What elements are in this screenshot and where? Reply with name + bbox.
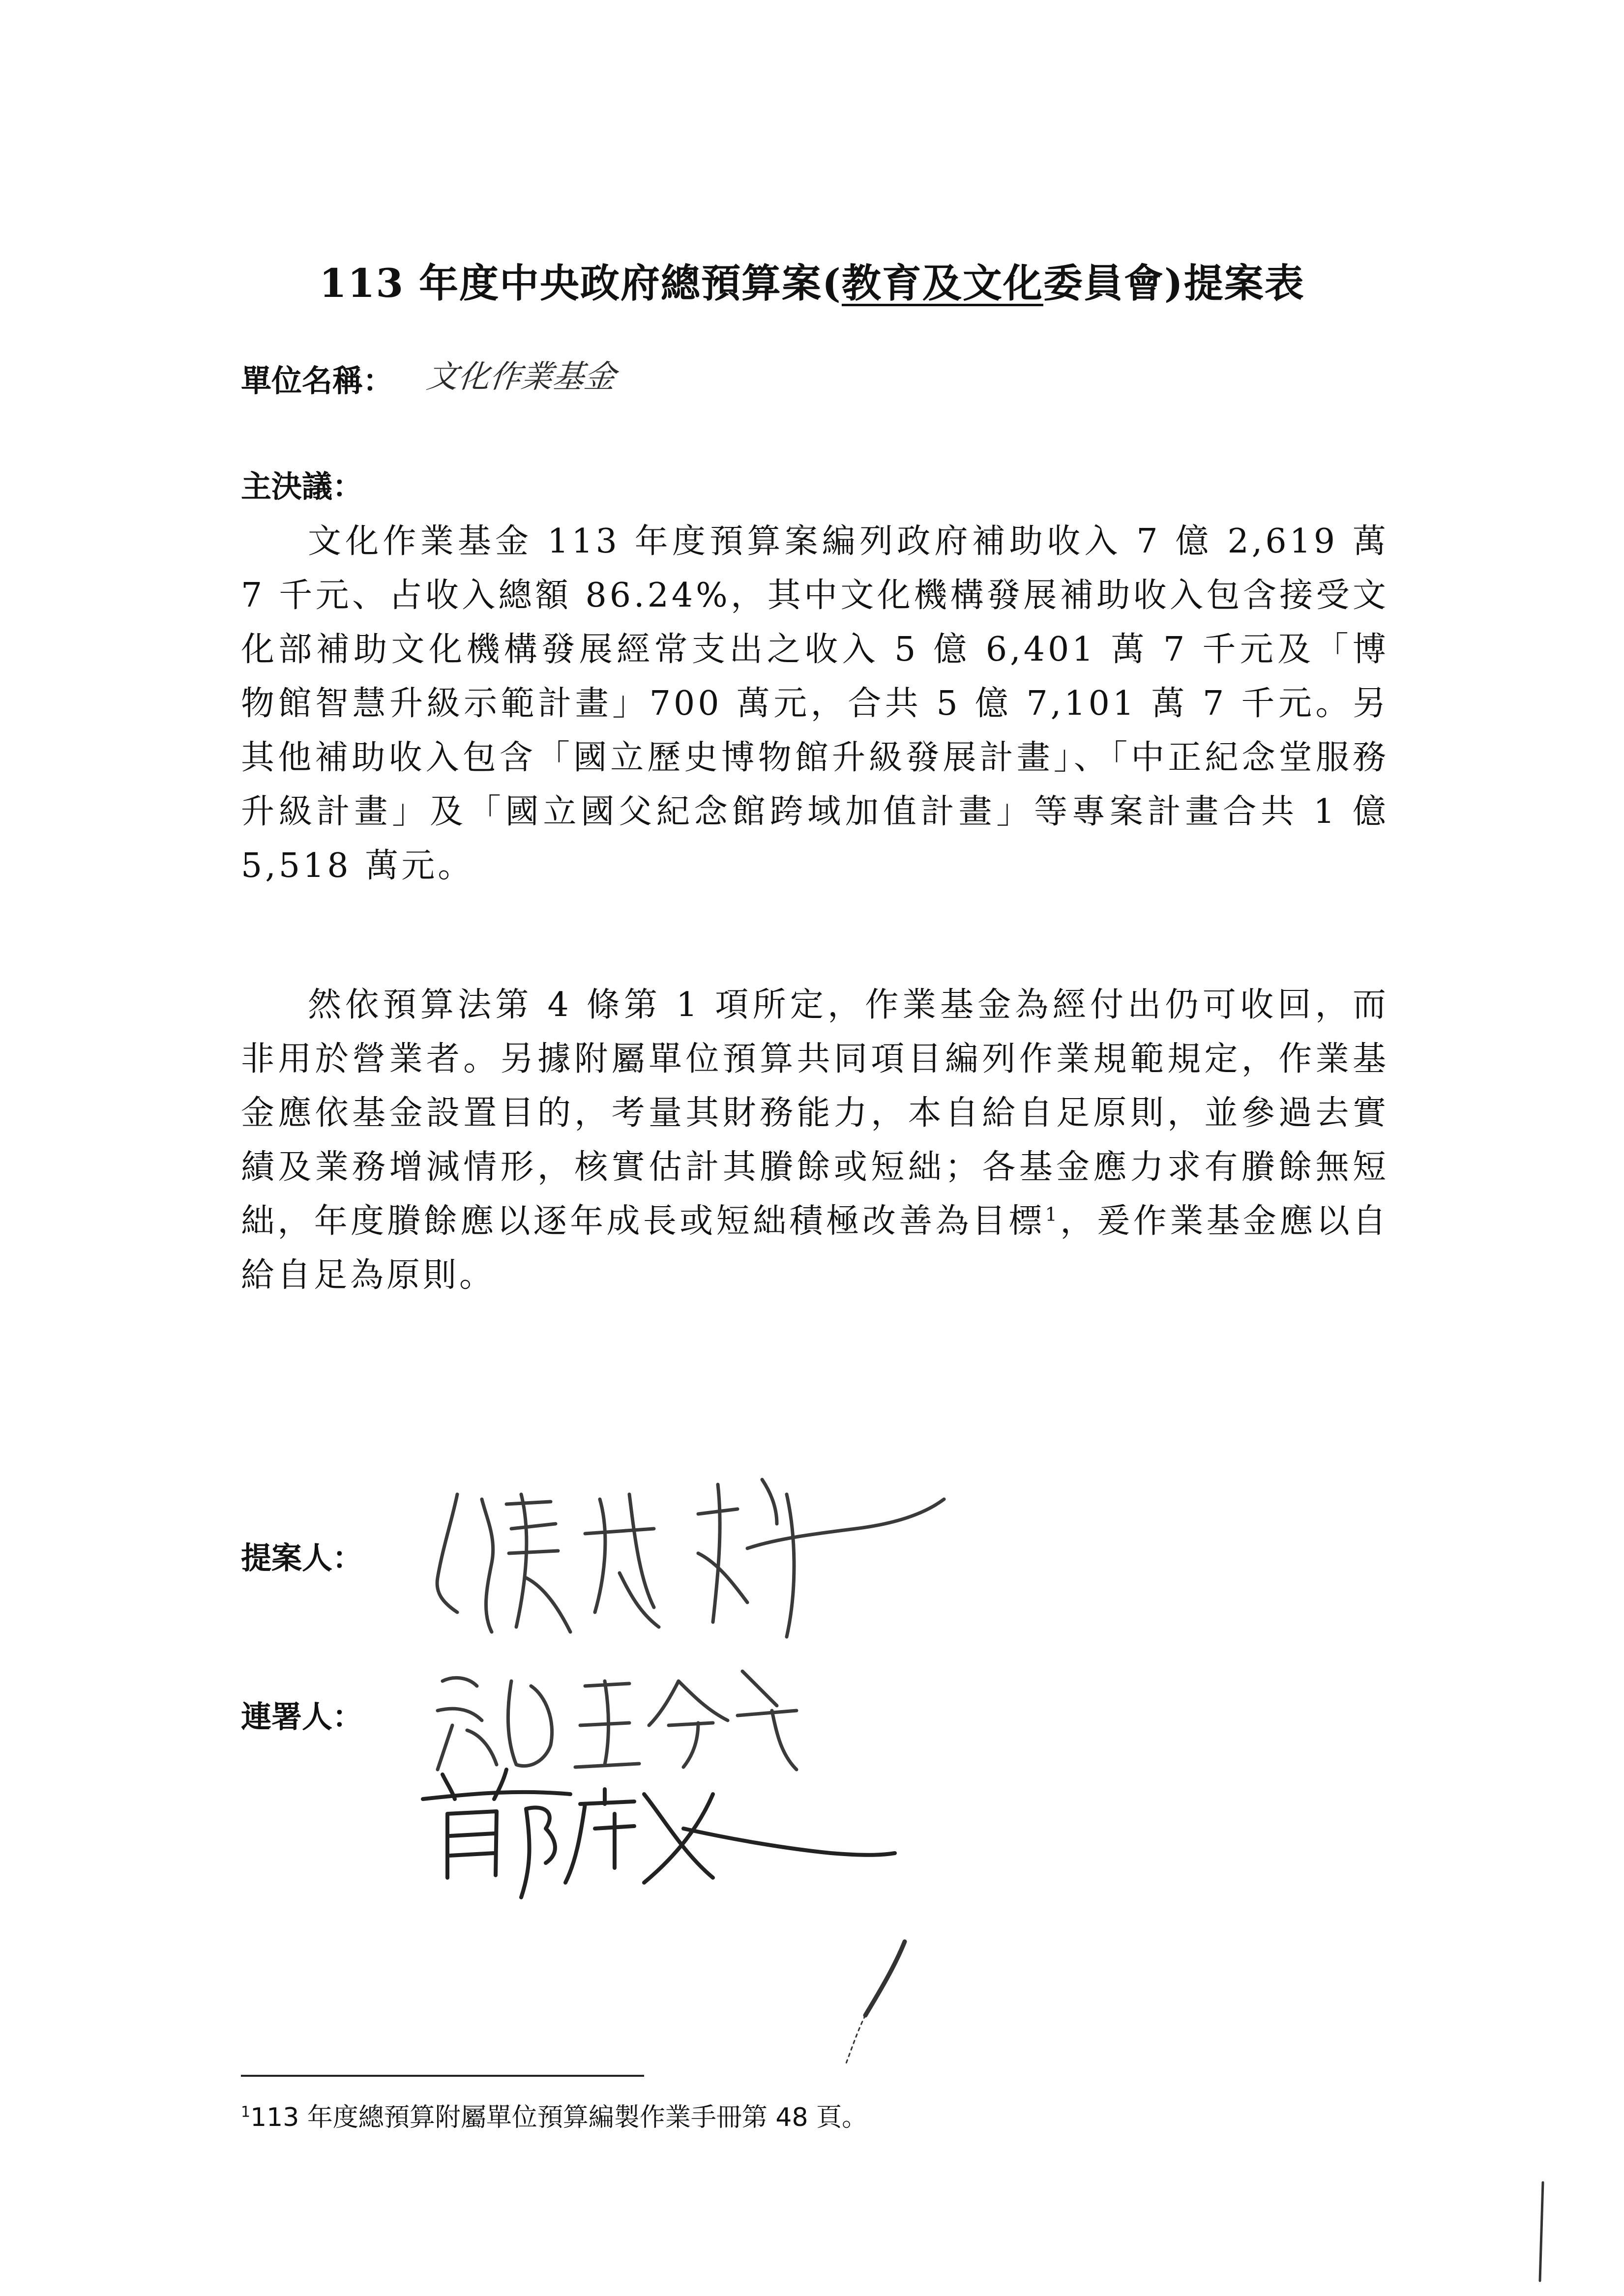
footnote (241, 2098, 867, 2137)
resolution-paragraph-1: 文化作業基金 113 年度預算案編列政府補助收入 7 億 2,619 萬 7 千元、占收入總額 86.24%，其中文化機構發展補助收入包含接受文化部補助文化機構發展經常支出之收入 5 億 6,401 萬 7 千元及「博物館智慧升級示範計畫」700 萬元，合共 5 億 7,101 萬 7 千元。另其他補助收入包含「國立歷史博物館升級發展計畫」、「中正紀念堂服務升級計畫」及「國立國父紀念館跨域加值計畫」等專案計畫合共 1 億 5,518 萬元。 (241, 522, 1389, 885)
cosigner-label: 連署人： (241, 1699, 363, 1735)
footnote-divider (241, 2075, 644, 2077)
margin-mark (1534, 2178, 1549, 2286)
footnote-reference: 1 (1045, 1203, 1060, 1225)
footnote-number: 1 (241, 2103, 251, 2121)
proposer-label: 提案人： (241, 1540, 363, 1576)
pen-mark (831, 1932, 919, 2074)
unit-label: 單位名稱： (241, 363, 394, 399)
main-resolution-label: 主決議： (241, 468, 363, 504)
page-title (0, 254, 1624, 313)
proposer-signature (423, 1465, 954, 1652)
title-committee: 教育及文化 (841, 260, 1043, 306)
resolution-paragraph-2-text: 然依預算法第 4 條第 1 項所定，作業基金為經付出仍可收回，而非用於營業者。另據附屬單位預算共同項目編列作業規範規定，作業基金應依基金設置目的，考量其財務能力，本自給自足原則，並參過去實績及業務增減情形，核實估計其賸餘或短絀；各基金應力求有賸餘無短絀，年度賸餘應以逐年成長或短絀積極改善為目標 (241, 986, 1389, 1241)
title-suffix: 委員會)提案表 (1043, 260, 1305, 306)
footnote-text: 113 年度總預算附屬單位預算編製作業手冊第 48 頁。 (250, 2103, 868, 2132)
title-prefix: 113 年度中央政府總預算案( (319, 260, 842, 306)
resolution-paragraph-2 (241, 978, 1389, 1303)
unit-value: 文化作業基金 (425, 359, 618, 395)
resolution-paragraph-2-end: ，爰作業基金應以自給自足為原則。 (241, 1202, 1389, 1295)
cosigner-signature-2 (408, 1755, 900, 1902)
